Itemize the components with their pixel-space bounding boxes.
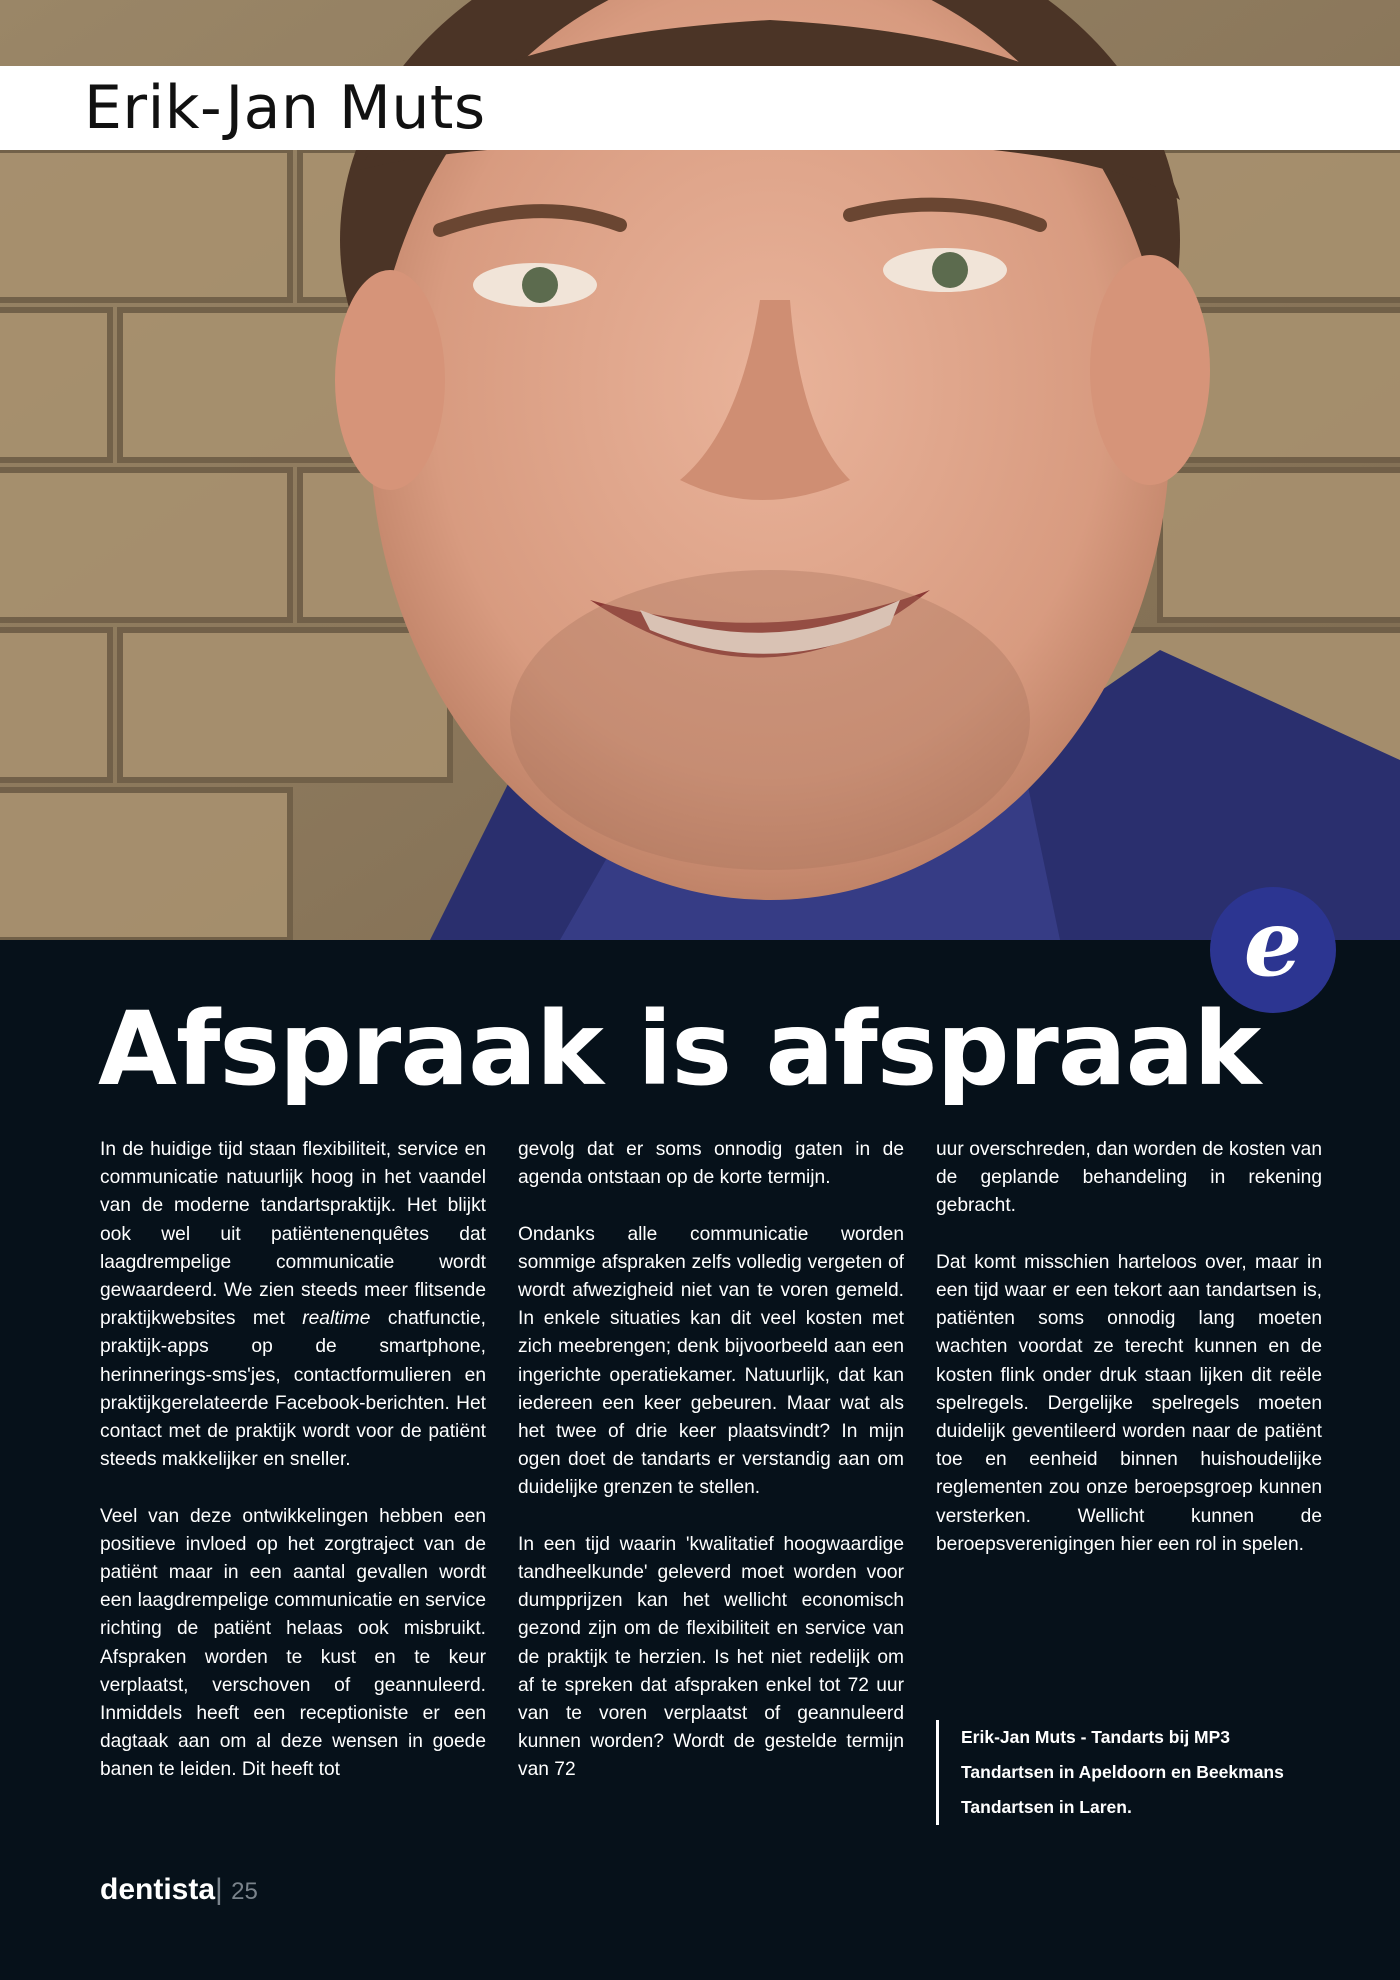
- page-footer: [100, 1870, 258, 1912]
- paragraph: uur overschreden, dan worden de kosten van de geplande behandeling in rekening gebracht.: [936, 1139, 1322, 1217]
- name-banner: [0, 66, 1400, 150]
- paragraph: In de huidige tijd staan flexibiliteit, service en communicatie natuurlijk hoog in het vaandel van de moderne tandartspraktijk. Het blijkt ook wel uit patiëntenenquêtes dat laagdrempelige communicatie wordt gewaardeerd. We zien steeds meer flitsende praktijkwebsites met realtime chatfunctie, praktijk-apps op de smartphone, herinnerings-sms'jes, contactformulieren en praktijkgerelateerde Facebook-berichten. Het contact met de praktijk wordt voor de patiënt steeds makkelijker en sneller.: [100, 1139, 486, 1471]
- article-column-1: [100, 1136, 486, 1813]
- article-column-3: [936, 1136, 1322, 1587]
- e-logo-badge: e: [1210, 887, 1336, 1013]
- paragraph: In een tijd waarin 'kwalitatief hoogwaardige tandheelkunde' geleverd moet worden voor dumpprijzen kan het wellicht economisch gezond zijn om de flexibiliteit en service van de praktijk te herzien. Is het niet redelijk om af te spreken dat afspraken enkel tot 72 uur van te voren verplaatst of geannuleerd kunnen worden? Wordt de gestelde termijn van 72: [518, 1533, 904, 1781]
- paragraph: Veel van deze ontwikkelingen hebben een positieve invloed op het zorgtraject van de patiënt maar in een aantal gevallen wordt een laagdrempelige communicatie en service richting de patiënt helaas ook misbruikt. Afspraken worden te kust en te keur verplaatst, verschoven of geannuleerd. Inmiddels heeft een receptioniste er een dagtaak aan om al deze wensen in goede banen te leiden. Dit heeft tot: [100, 1505, 486, 1781]
- page-number: 25: [231, 1878, 258, 1905]
- author-name: Erik-Jan Muts: [84, 73, 486, 143]
- paragraph: Ondanks alle communicatie worden sommige afspraken zelfs volledig vergeten of wordt afwezigheid niet van te voren gemeld. In enkele situaties kan dit veel kosten met zich meebrengen; denk bijvoorbeeld aan een ingerichte operatiekamer. Natuurlijk, dat kan iedereen een keer gebeuren. Maar wat als het twee of drie keer plaatsvindt? In mijn ogen doet de tandarts er verstandig aan om duidelijke grenzen te stellen.: [518, 1223, 904, 1499]
- paragraph: gevolg dat er soms onnodig gaten in de agenda ontstaan op de korte termijn.: [518, 1139, 904, 1189]
- magazine-brand: dentista: [100, 1873, 216, 1906]
- paragraph: Dat komt misschien harteloos over, maar in een tijd waar er een tekort aan tandartsen is, patiënten soms onnodig lang moeten wachten voordat ze terecht kunnen en de kosten flink onder druk staan lijken dit reële spelregels. Dergelijke spelregels moeten duidelijk geventileerd worden naar de patiënt toe en eenheid binnen huishoudelijke reglementen zou onze beroepsgroep kunnen versterken. Wellicht kunnen de beroepsverenigingen hier een rol in spelen.: [936, 1251, 1322, 1555]
- article-title: Afspraak is afspraak: [98, 990, 1261, 1109]
- footer-separator: |: [215, 1873, 223, 1906]
- article-column-2: [518, 1136, 904, 1813]
- author-note: Erik-Jan Muts - Tandarts bij MP3 Tandartsen in Apeldoorn en Beekmans Tandartsen in Laren.: [936, 1720, 1322, 1825]
